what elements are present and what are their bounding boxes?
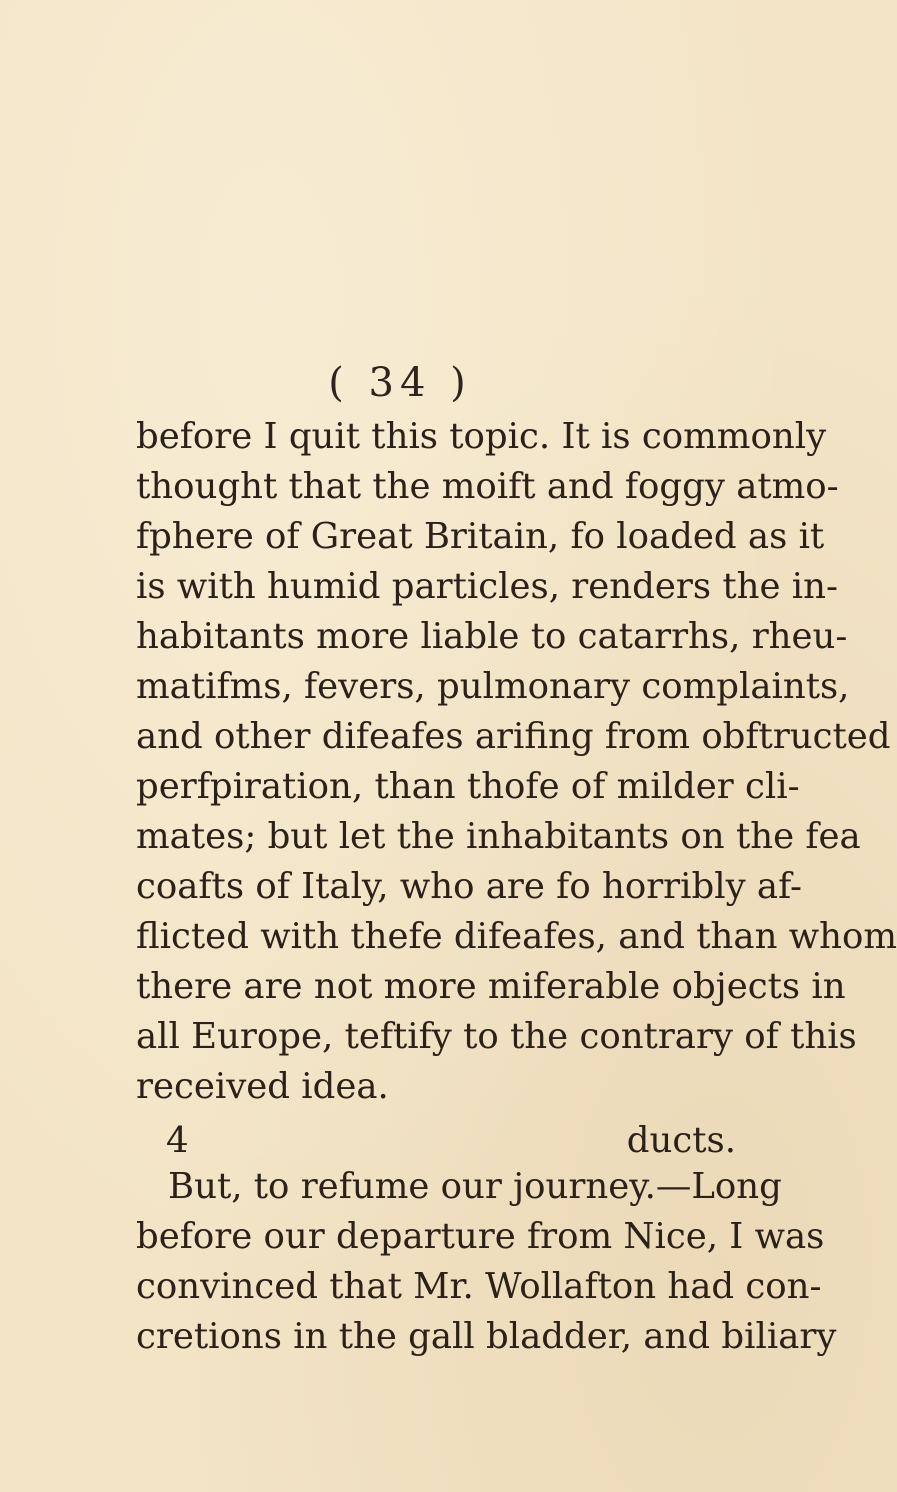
text-line: thought that the moift and foggy atmo- xyxy=(136,466,839,507)
text-line: is with humid particles, renders the in- xyxy=(136,566,838,607)
text-line: all Europe, teftify to the contrary of this xyxy=(136,1016,857,1057)
text-line: cretions in the gall bladder, and biliary xyxy=(136,1316,837,1357)
text-line: mates; but let the inhabitants on the fea xyxy=(136,816,861,857)
text-line: matifms, fevers, pulmonary complaints, xyxy=(136,666,850,707)
text-line: perfpiration, than thofe of milder cli- xyxy=(136,766,800,807)
text-line: before I quit this topic. It is commonly xyxy=(136,416,827,457)
text-line: and other difeafes arifing from obftructed xyxy=(136,716,891,757)
text-line: before our departure from Nice, I was xyxy=(136,1216,825,1257)
signature-mark: 4 xyxy=(166,1120,189,1161)
text-line: coafts of Italy, who are fo horribly af- xyxy=(136,866,802,907)
page-footer xyxy=(136,1116,736,1166)
text-line: flicted with thefe difeafes, and than whom xyxy=(136,916,897,957)
page-number: ( 34 ) xyxy=(328,360,472,406)
text-line-indented: But, to refume our journey.—Long xyxy=(168,1166,782,1207)
text-line: habitants more liable to catarrhs, rheu- xyxy=(136,616,848,657)
body-text xyxy=(136,412,897,1362)
text-line: fphere of Great Britain, fo loaded as it xyxy=(136,516,825,557)
catchword: ducts. xyxy=(626,1120,736,1161)
text-line-last: received idea. xyxy=(136,1066,389,1107)
text-line: there are not more miferable objects in xyxy=(136,966,846,1007)
text-line: convinced that Mr. Wollafton had con- xyxy=(136,1266,822,1307)
